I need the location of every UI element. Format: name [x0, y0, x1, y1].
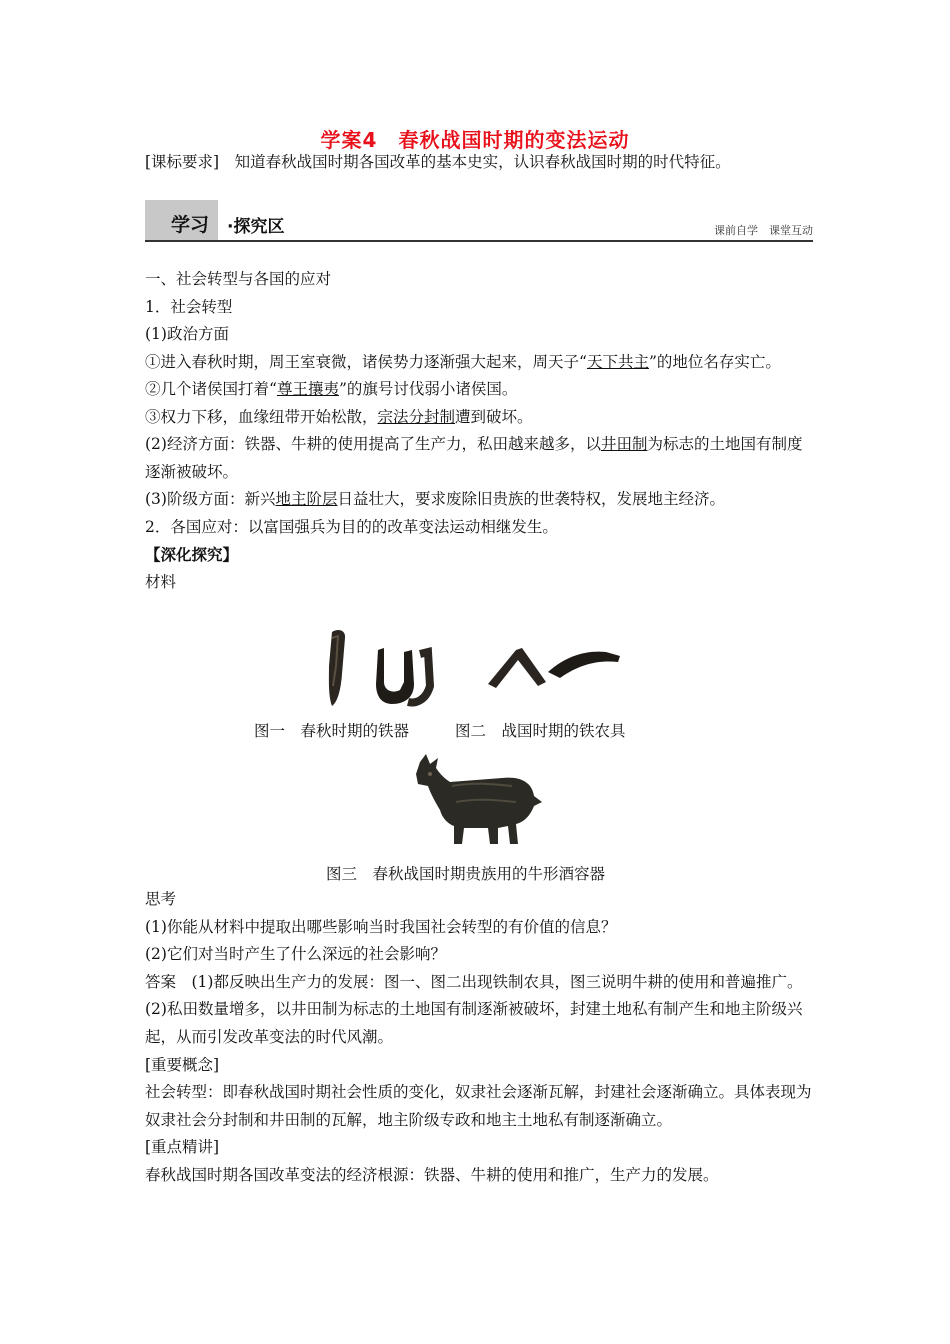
economic-point: (2)经济方面：铁器、牛耕的使用提高了生产力，私田越来越多，以井田制为标志的土地国有制度逐渐被破坏。 [145, 435, 803, 481]
key-text: 春秋战国时期各国改革变法的经济根源：铁器、牛耕的使用和推广，生产力的发展。 [145, 1165, 719, 1184]
think-section [145, 886, 813, 1190]
term-zongfa: 宗法分封制 [377, 407, 456, 426]
figure-caption-2: 图二 战国时期的铁农具 [455, 722, 626, 740]
point-1: ①进入春秋时期，周王室衰微，诸侯势力逐渐强大起来，周天子“天下共主”的地位名存实亡。 [145, 352, 781, 371]
section-heading: 一、社会转型与各国的应对 [145, 270, 332, 288]
key-label: [重点精讲] [145, 1138, 220, 1157]
material-label: 材料 [145, 572, 177, 591]
figure-caption-3: 图三 春秋战国时期贵族用的牛形酒容器 [326, 865, 606, 883]
answer-2: (2)私田数量增多，以井田制为标志的土地国有制逐渐被破坏，封建土地私有制产生和地主阶级兴起，从而引发改革变法的时代风潮。 [145, 1000, 803, 1046]
banner-study: 学习 [171, 214, 210, 236]
question-1: (1)你能从材料中提取出哪些影响当时我国社会转型的有价值的信息？ [145, 917, 617, 936]
term-tianxia: 天下共主 [586, 352, 649, 371]
concept-label: [重要概念] [145, 1055, 220, 1074]
term-zunwang: 尊王攘夷 [276, 380, 339, 398]
ox-wine-vessel-image [412, 752, 548, 850]
iron-tools-image [320, 626, 448, 710]
section-banner [145, 200, 813, 242]
political-heading: (1)政治方面 [145, 325, 229, 343]
point-3: ③权力下移，血缘纽带开始松散，宗法分封制遭到破坏。 [145, 407, 533, 426]
figure-caption-1: 图一 春秋时期的铁器 [254, 722, 410, 740]
think-label: 思考 [145, 890, 177, 908]
iron-farm-tools-image [486, 642, 622, 692]
banner-right-label: 课前自学 课堂互动 [714, 224, 813, 237]
question-2: (2)它们对当时产生了什么深远的社会影响？ [145, 945, 446, 964]
answer-1: 答案 (1)都反映出生产力的发展：图一、图二出现铁制农具，图三说明牛耕的使用和普遍推广。 [145, 972, 803, 991]
section1-text [145, 266, 813, 596]
banner-explore: ·探究区 [227, 217, 285, 237]
curriculum-requirement: [课标要求] 知道春秋战国时期各国改革的基本史实，认识春秋战国时期的时代特征。 [145, 153, 731, 171]
term-dizhu: 地主阶层 [275, 490, 338, 508]
subheading-2: 2．各国应对：以富国强兵为目的的改革变法运动相继发生。 [145, 517, 558, 536]
page-title: 学案4 春秋战国时期的变法运动 [320, 128, 630, 152]
class-point: (3)阶级方面：新兴地主阶层日益壮大，要求废除旧贵族的世袭特权，发展地主经济。 [145, 490, 725, 508]
banner-rule [145, 240, 813, 242]
term-jingtian: 井田制 [600, 435, 648, 453]
concept-text: 社会转型：即春秋战国时期社会性质的变化，奴隶社会逐渐瓦解，封建社会逐渐确立。具体表现为奴隶社会分封制和井田制的瓦解，地主阶级专政和地主土地私有制逐渐确立。 [145, 1083, 812, 1129]
deep-explore-label: 【深化探究】 [145, 545, 239, 564]
subheading-1: 1．社会转型 [145, 297, 233, 316]
point-2: ②几个诸侯国打着“尊王攘夷”的旗号讨伐弱小诸侯国。 [145, 380, 518, 398]
